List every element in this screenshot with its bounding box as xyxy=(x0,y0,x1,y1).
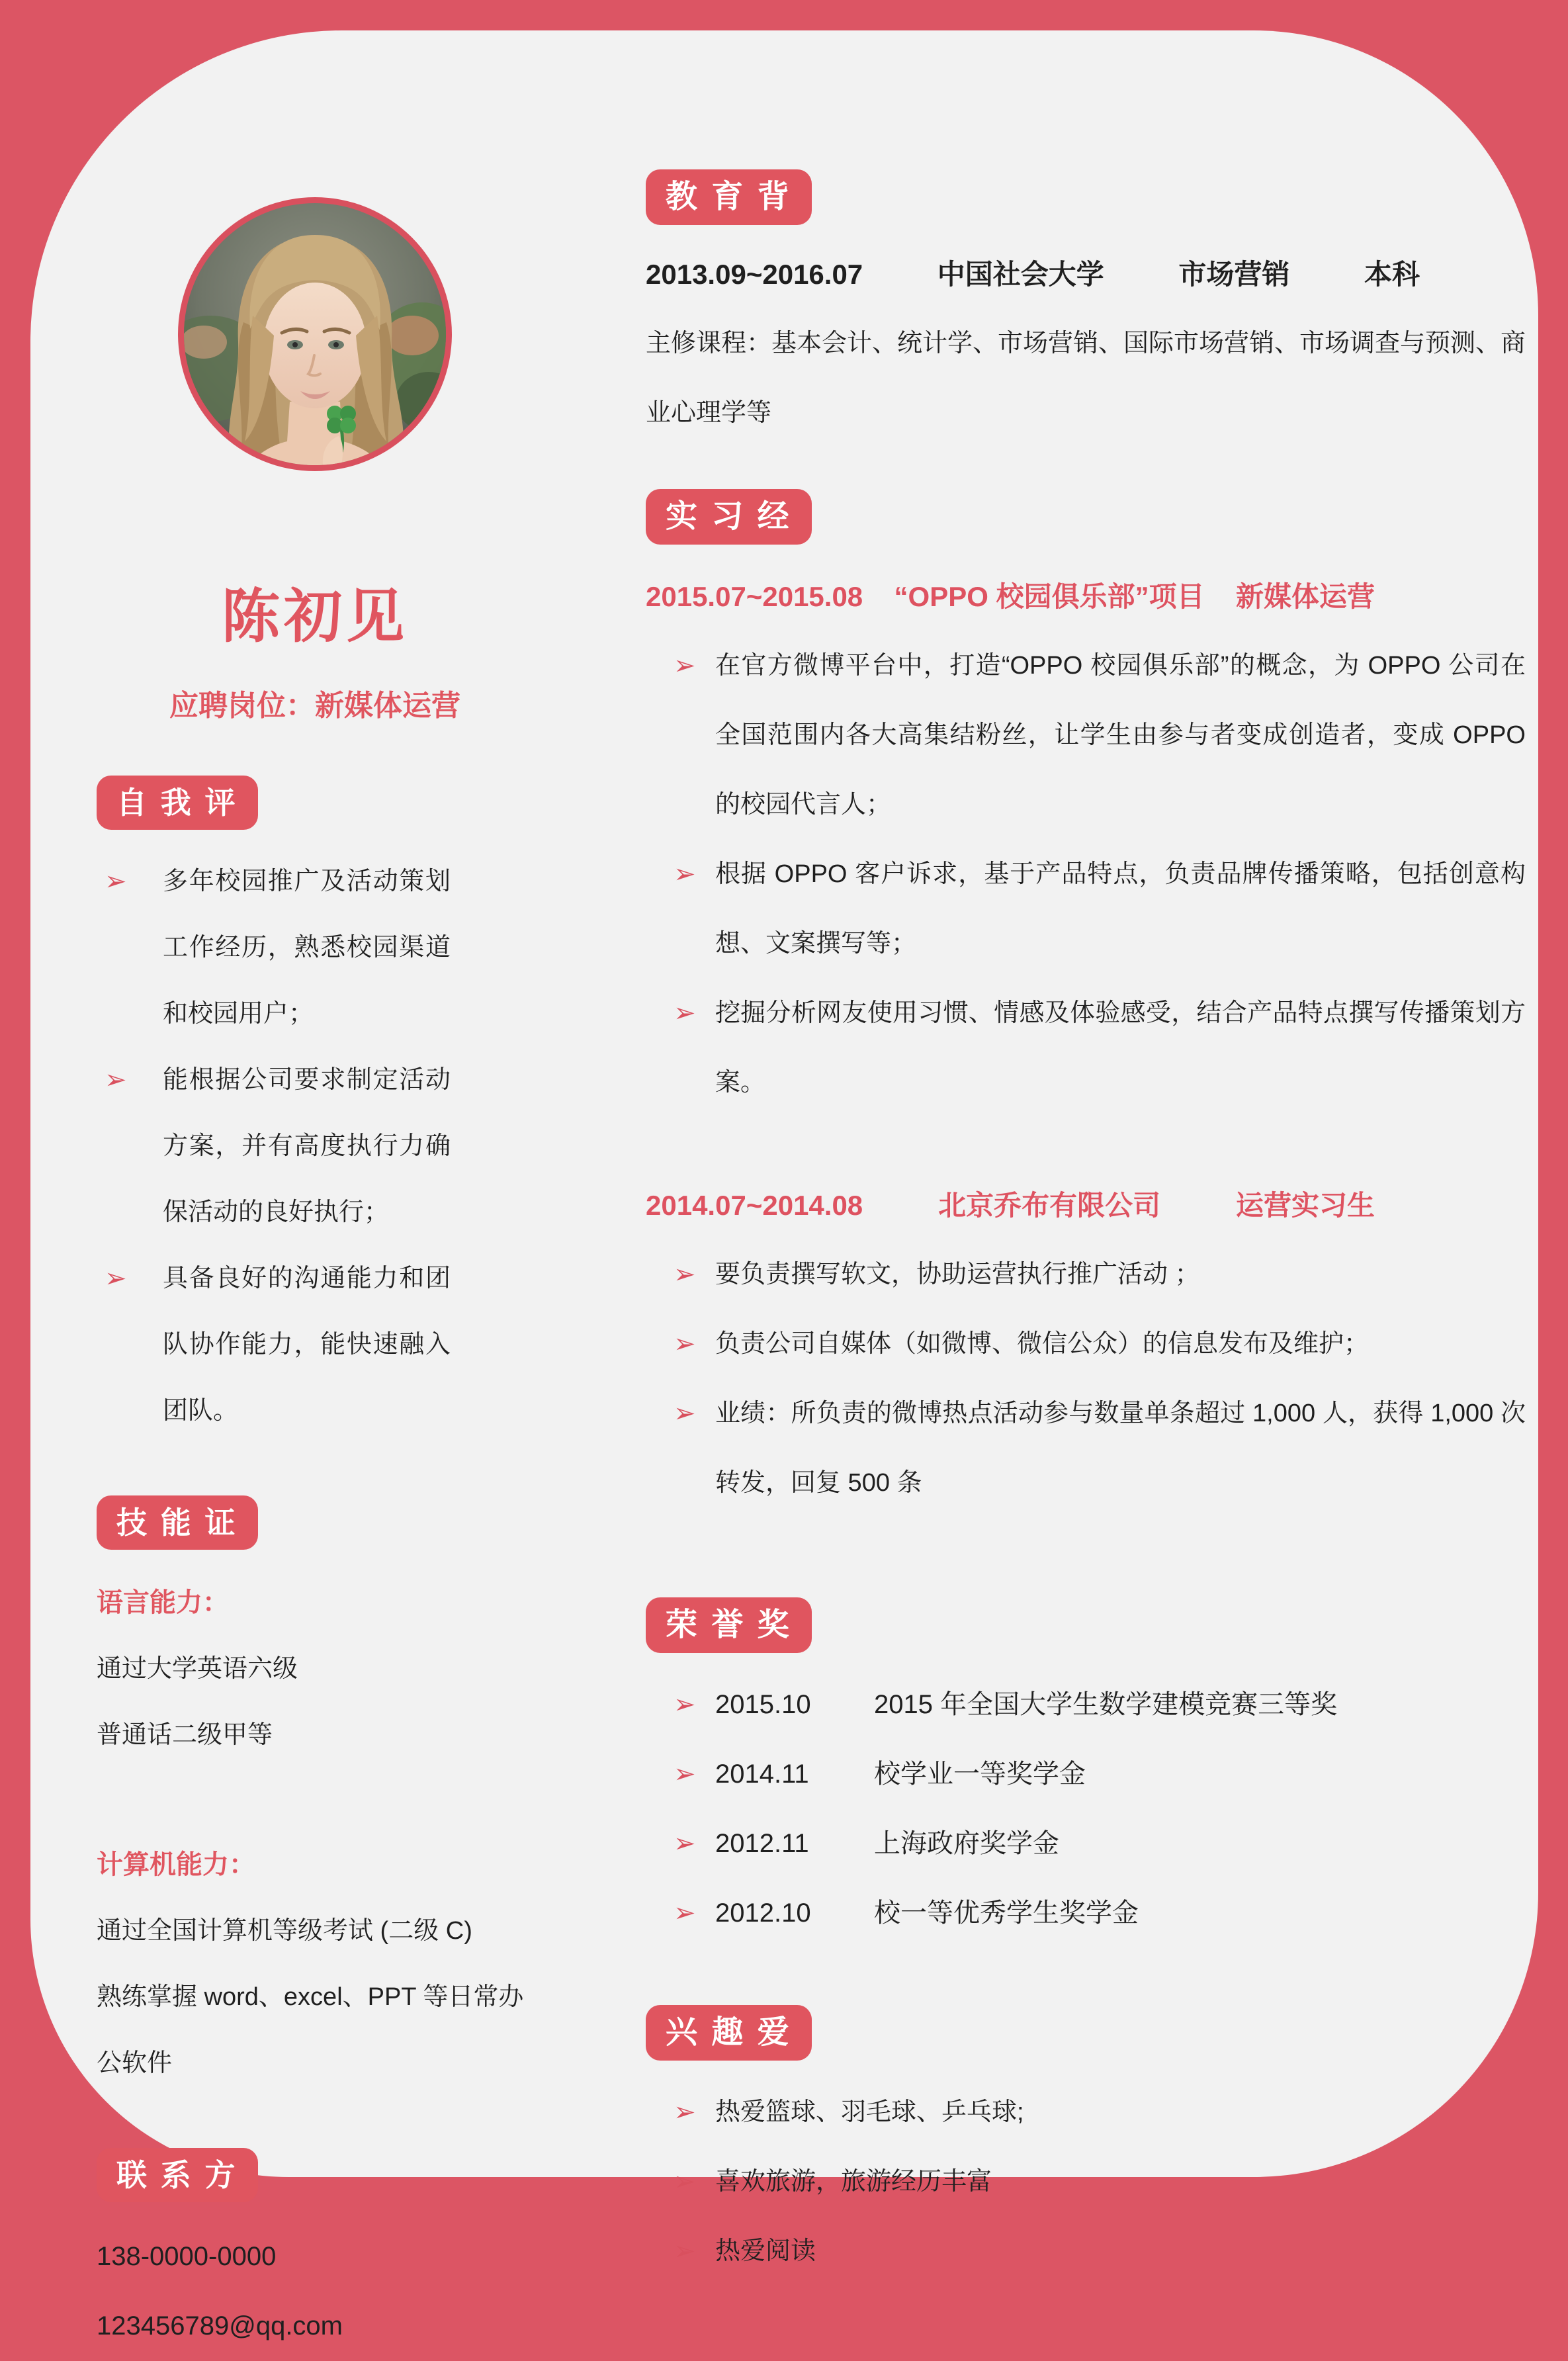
phone-number: 138-0000-0000 xyxy=(97,2242,277,2271)
list-item xyxy=(646,1240,1526,1310)
arrow-bullet-icon: ➢ xyxy=(674,1760,696,1789)
skill-group-label: 语言能力： xyxy=(97,1588,229,1617)
job-period: 2014.07~2014.08 xyxy=(646,1190,863,1221)
section-badge-skills: 技 能 证 xyxy=(97,1495,258,1550)
job-period: 2015.07~2015.08 xyxy=(646,581,863,612)
skill-line: 通过全国计算机等级考试 (二级 C) xyxy=(97,1917,472,1945)
honor-text: 上海政府奖学金 xyxy=(874,1829,1059,1858)
interests-section xyxy=(646,2005,1526,2286)
section-badge-education: 教 育 背 xyxy=(646,169,812,225)
education-major: 市场营销 xyxy=(1178,259,1290,290)
section-badge-internship: 实 习 经 xyxy=(646,489,812,545)
education-period: 2013.09~2016.07 xyxy=(646,259,863,290)
job-role: 运营实习生 xyxy=(1235,1190,1375,1221)
section-badge-self-evaluation: 自 我 评 xyxy=(97,776,258,830)
job-bullet-text: 要负责撰写软文，协助运营执行推广活动 ； xyxy=(715,1261,1200,1288)
arrow-bullet-icon: ➢ xyxy=(674,1329,696,1359)
sidebar xyxy=(97,163,533,2361)
skill-group-computer xyxy=(97,1832,533,2096)
section-badge-interests: 兴 趣 爱 xyxy=(646,2005,812,2061)
list-item xyxy=(97,1245,533,1444)
job-organization: “OPPO 校园俱乐部”项目 xyxy=(894,581,1205,612)
arrow-bullet-icon: ➢ xyxy=(674,1690,696,1719)
person-name: 陈初见 xyxy=(221,584,408,649)
list-item xyxy=(97,1047,533,1245)
applied-position: 应聘岗位：新媒体运营 xyxy=(169,690,460,722)
internship-section xyxy=(646,489,1526,1518)
list-item xyxy=(646,2147,1526,2217)
interest-text: 喜欢旅游，旅游经历丰富 xyxy=(715,2168,992,2196)
skill-group-language xyxy=(97,1570,533,1768)
honor-date: 2012.11 xyxy=(715,1829,809,1858)
job-heading xyxy=(646,562,1526,631)
arrow-bullet-icon: ➢ xyxy=(674,1829,696,1858)
job-organization: 北京乔布有限公司 xyxy=(938,1190,1161,1221)
job-heading xyxy=(646,1171,1526,1240)
list-item xyxy=(646,1740,1526,1809)
portrait-illustration xyxy=(184,203,446,465)
contact-list xyxy=(97,2222,533,2361)
arrow-bullet-icon: ➢ xyxy=(674,651,696,680)
arrow-bullet-icon: ➢ xyxy=(105,867,127,896)
list-item xyxy=(646,631,1526,840)
interest-text: 热爱篮球、羽毛球、乒乓球; xyxy=(715,2098,1024,2126)
self-evaluation-text: 具备良好的沟通能力和团队协作能力，能快速融入团队。 xyxy=(163,1265,451,1425)
education-entry xyxy=(646,240,1526,309)
self-evaluation-text: 能根据公司要求制定活动方案，并有高度执行力确保活动的良好执行； xyxy=(163,1066,451,1226)
skill-group-label: 计算机能力： xyxy=(97,1850,255,1879)
main-content xyxy=(646,169,1526,2286)
honors-section xyxy=(646,1597,1526,1948)
list-item xyxy=(646,2078,1526,2147)
section-badge-honors: 荣 誉 奖 xyxy=(646,1597,812,1653)
list-item xyxy=(646,1879,1526,1948)
section-badge-contact: 联 系 方 xyxy=(97,2148,258,2202)
job-role: 新媒体运营 xyxy=(1235,581,1375,612)
arrow-bullet-icon: ➢ xyxy=(105,1264,127,1293)
education-courses: 主修课程：基本会计、统计学、市场营销、国际市场营销、市场调查与预测、商业心理学等 xyxy=(646,330,1526,427)
skill-line: 熟练掌握 word、excel、PPT 等日常办公软件 xyxy=(97,1983,524,2077)
list-item xyxy=(646,1670,1526,1740)
honor-text: 校一等优秀学生奖学金 xyxy=(874,1898,1139,1928)
arrow-bullet-icon: ➢ xyxy=(105,1065,127,1094)
honor-date: 2015.10 xyxy=(715,1690,811,1719)
list-item xyxy=(646,1379,1526,1518)
job-bullet-text: 挖掘分析网友使用习惯、情感及体验感受，结合产品特点撰写传播策划方案。 xyxy=(715,999,1526,1096)
arrow-bullet-icon: ➢ xyxy=(674,860,696,889)
skill-line: 通过大学英语六级 xyxy=(97,1655,298,1683)
job-bullet-text: 根据 OPPO 客户诉求，基于产品特点，负责品牌传播策略，包括创意构想、文案撰写等； xyxy=(715,860,1526,958)
job-bullet-text: 负责公司自媒体（如微博、微信公众）的信息发布及维护； xyxy=(715,1330,1370,1358)
honor-date: 2012.10 xyxy=(715,1898,811,1928)
arrow-bullet-icon: ➢ xyxy=(674,2098,696,2127)
self-evaluation-list xyxy=(97,848,533,1444)
honor-text: 校学业一等奖学金 xyxy=(874,1760,1086,1789)
list-item xyxy=(646,1809,1526,1879)
list-item xyxy=(646,2217,1526,2286)
list-item xyxy=(646,840,1526,979)
arrow-bullet-icon: ➢ xyxy=(674,2237,696,2266)
arrow-bullet-icon: ➢ xyxy=(674,999,696,1028)
honor-date: 2014.11 xyxy=(715,1760,809,1789)
arrow-bullet-icon: ➢ xyxy=(674,1260,696,1289)
honor-text: 2015 年全国大学生数学建模竞赛三等奖 xyxy=(874,1690,1338,1719)
list-item xyxy=(646,1310,1526,1379)
profile-photo xyxy=(178,197,452,471)
interest-list xyxy=(646,2078,1526,2286)
arrow-bullet-icon: ➢ xyxy=(674,1898,696,1928)
self-evaluation-text: 多年校园推广及活动策划工作经历，熟悉校园渠道和校园用户； xyxy=(163,868,451,1028)
content-panel xyxy=(30,30,1538,2340)
job-bullet-list xyxy=(646,631,1526,1118)
skill-line: 普通话二级甲等 xyxy=(97,1721,273,1749)
job-bullet-text: 业绩：所负责的微博热点活动参与数量单条超过 1,000 人，获得 1,000 次转发，回复 500 条 xyxy=(715,1400,1526,1497)
honor-list xyxy=(646,1670,1526,1948)
job-bullet-list xyxy=(646,1240,1526,1518)
education-school: 中国社会大学 xyxy=(937,259,1104,290)
education-degree: 本科 xyxy=(1364,259,1420,290)
interest-text: 热爱阅读 xyxy=(715,2237,816,2265)
arrow-bullet-icon: ➢ xyxy=(674,1399,696,1428)
list-item xyxy=(646,979,1526,1118)
email-address: 123456789@qq.com xyxy=(97,2311,343,2340)
arrow-bullet-icon: ➢ xyxy=(674,2167,696,2196)
list-item xyxy=(97,848,533,1047)
job-bullet-text: 在官方微博平台中，打造“OPPO 校园俱乐部”的概念，为 OPPO 公司在全国范围内各大高集结粉丝，让学生由参与者变成创造者，变成 OPPO 的校园代言人； xyxy=(715,652,1526,819)
